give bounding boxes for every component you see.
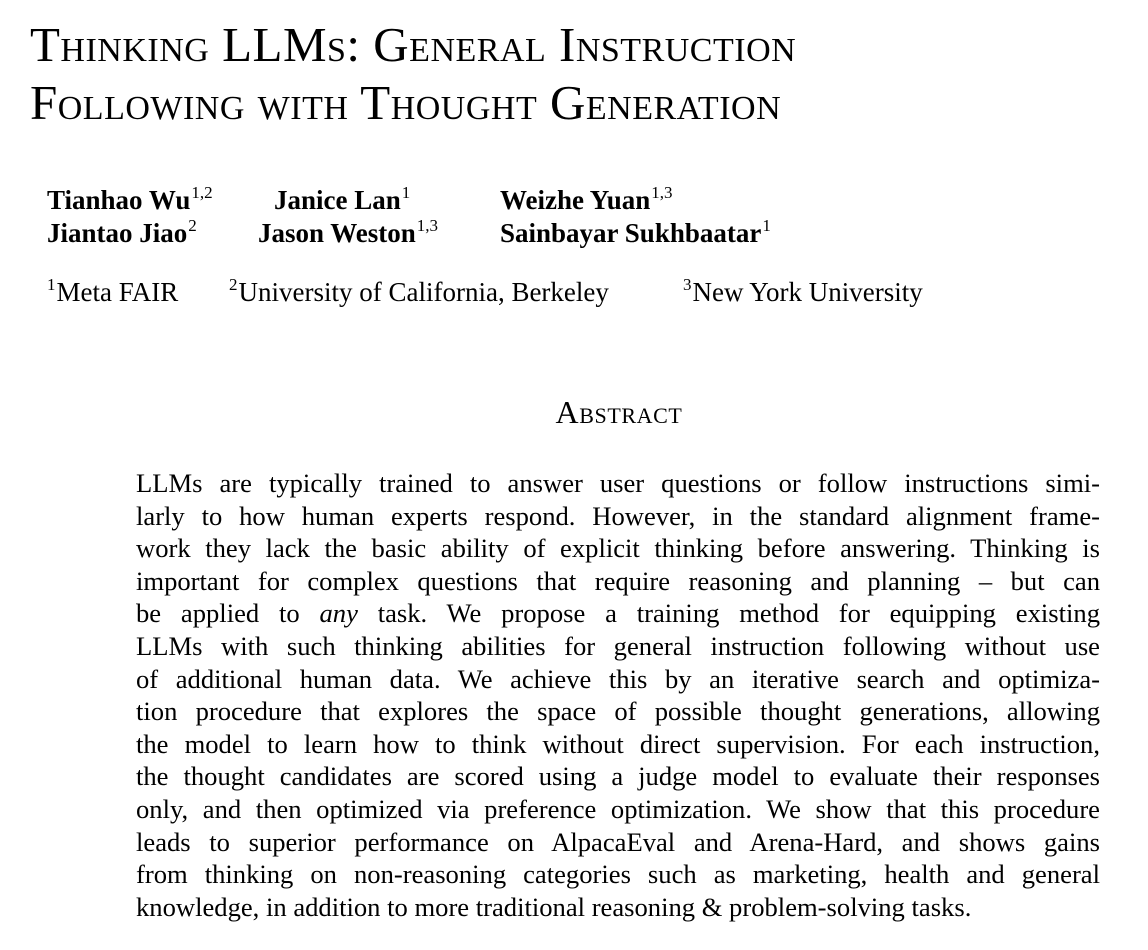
affiliation-meta-fair [47, 276, 178, 309]
author-name: Jiantao Jiao [47, 218, 188, 248]
author-affiliation-marker: 1 [762, 216, 771, 235]
affiliation-nyu [683, 276, 923, 309]
abstract-line: LLMs with such thinking abilities for general instruction following without use [136, 630, 1100, 661]
abstract-heading: Abstract [555, 394, 683, 430]
abstract-line [136, 597, 1100, 630]
affiliation-marker: 2 [229, 275, 238, 294]
author-affiliation-marker: 1 [401, 183, 411, 202]
author-affiliation-marker: 1,3 [416, 216, 439, 235]
abstract-line: the thought candidates are scored using a judge model to evaluate their responses [136, 761, 1100, 792]
author-affiliation-marker: 2 [188, 216, 197, 235]
affiliation-name: University of California, Berkeley [238, 277, 609, 307]
abstract-line: tion procedure that explores the space of possible thought generations, allowing [136, 696, 1100, 727]
abstract-line-segment: be applied to [136, 598, 320, 629]
author-name: Janice Lan [274, 185, 401, 215]
abstract-line: only, and then optimized via preference optimization. We show that this procedure [136, 793, 1100, 824]
abstract-line: the model to learn how to think without direct supervision. For each instruction, [136, 728, 1100, 759]
author-jiantao-jiao [47, 217, 197, 250]
author-weizhe-yuan [500, 184, 673, 217]
abstract-line: leads to superior performance on AlpacaEval and Arena-Hard, and shows gains [136, 826, 1100, 857]
author-affiliation-marker: 1,2 [191, 183, 213, 202]
affiliation-name: Meta FAIR [56, 277, 179, 307]
abstract-line: from thinking on non-reasoning categories such as marketing, health and general [136, 859, 1100, 890]
abstract-line: work they lack the basic ability of explicit thinking before answering. Thinking is [136, 533, 1100, 564]
abstract-line: larly to how human experts respond. However, in the standard alignment frame- [136, 500, 1100, 531]
title-line-1: Thinking LLMs: General Instruction [30, 17, 797, 72]
abstract-line: of additional human data. We achieve this by an iterative search and optimiza- [136, 663, 1100, 694]
affiliation-name: New York University [692, 277, 923, 307]
author-affiliation-marker: 1,3 [651, 183, 673, 202]
author-name: Jason Weston [258, 218, 416, 248]
author-name: Weizhe Yuan [500, 185, 651, 215]
abstract-emphasis: any [319, 598, 358, 629]
affiliation-marker: 3 [683, 275, 692, 294]
author-tianhao-wu [47, 184, 213, 217]
paper-title [30, 16, 1130, 132]
affiliation-marker: 1 [47, 275, 56, 294]
abstract-line: important for complex questions that require reasoning and planning – but can [136, 565, 1100, 596]
title-line-2: Following with Thought Generation [30, 75, 782, 130]
abstract-body [136, 467, 1100, 923]
abstract-line: knowledge, in addition to more traditional reasoning & problem-solving tasks. [136, 891, 972, 922]
affiliation-uc-berkeley [229, 276, 609, 309]
author-janice-lan [274, 184, 410, 217]
author-jason-weston [258, 217, 438, 250]
author-sainbayar-sukhbaatar [500, 217, 771, 250]
author-name: Tianhao Wu [47, 185, 191, 215]
abstract-line-segment: task. We propose a training method for equipping existing [357, 598, 1100, 629]
abstract-line: LLMs are typically trained to answer user questions or follow instructions simi- [136, 468, 1100, 498]
author-name: Sainbayar Sukhbaatar [500, 218, 762, 248]
